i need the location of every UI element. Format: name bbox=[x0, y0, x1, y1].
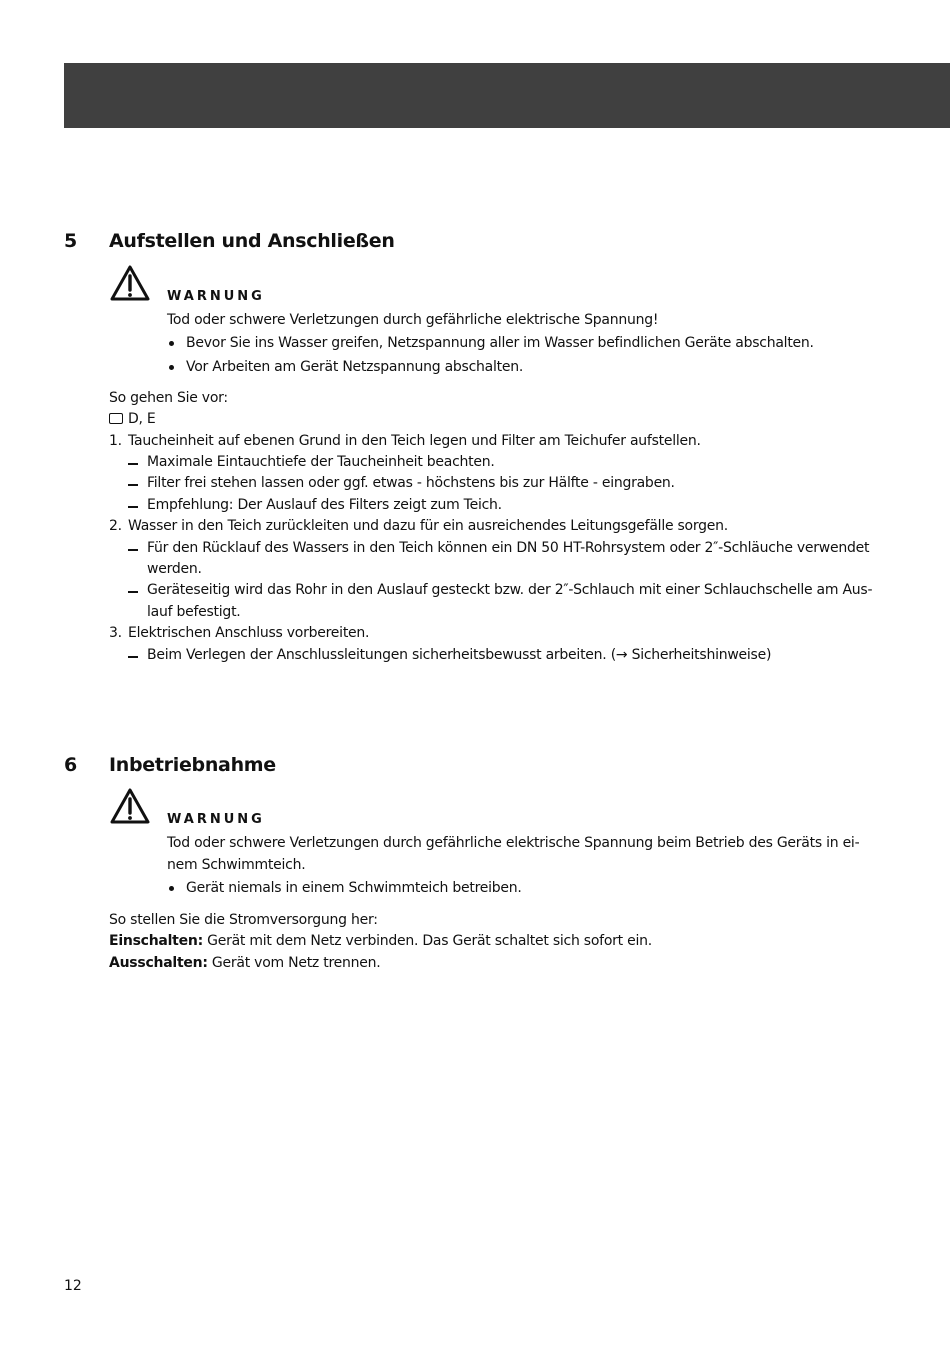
section-5-number: 5 bbox=[64, 230, 78, 252]
step-1-sub-2: Filter frei stehen lassen oder ggf. etwas - höchstens bis zur Hälfte - eingraben. bbox=[147, 475, 675, 491]
dash-marker bbox=[128, 463, 138, 465]
section-5-warning-bullet-2: Vor Arbeiten am Gerät Netzspannung abschalten. bbox=[186, 359, 524, 375]
warning-triangle-icon bbox=[110, 788, 150, 824]
figure-reference bbox=[109, 409, 156, 430]
switch-on-text: Gerät mit dem Netz verbinden. Das Gerät schaltet sich sofort ein. bbox=[202, 933, 652, 949]
section-6-title: Inbetriebnahme bbox=[109, 754, 276, 776]
step-1-sub-3: Empfehlung: Der Auslauf des Filters zeigt zum Teich. bbox=[147, 497, 502, 513]
step-2-sub-1-line-2: werden. bbox=[147, 561, 202, 577]
step-2-sub-1-line-1: Für den Rücklauf des Wassers in den Teich können ein DN 50 HT-Rohrsystem oder 2″-Schläuche verwendet bbox=[147, 540, 870, 556]
dash-marker bbox=[128, 656, 138, 658]
step-3-number: 3. bbox=[109, 625, 122, 641]
step-3-text: Elektrischen Anschluss vorbereiten. bbox=[128, 625, 370, 641]
section-5-intro: So gehen Sie vor: bbox=[109, 390, 228, 406]
dash-marker bbox=[128, 591, 138, 593]
dash-marker bbox=[128, 484, 138, 486]
bullet-dot bbox=[169, 886, 174, 891]
step-2-sub-2-line-2: lauf befestigt. bbox=[147, 604, 241, 620]
switch-off-instruction bbox=[109, 953, 380, 974]
bullet-dot bbox=[169, 341, 174, 346]
step-1-text: Taucheinheit auf ebenen Grund in den Teich legen und Filter am Teichufer aufstellen. bbox=[128, 433, 701, 449]
step-3-sub-1: Beim Verlegen der Anschlussleitungen sicherheitsbewusst arbeiten. (→ Sicherheitshinweise) bbox=[147, 647, 772, 663]
section-6-number: 6 bbox=[64, 754, 78, 776]
step-1-sub-1: Maximale Eintauchtiefe der Taucheinheit beachten. bbox=[147, 454, 495, 470]
warning-triangle-icon bbox=[110, 265, 150, 301]
switch-off-text: Gerät vom Netz trennen. bbox=[207, 955, 381, 971]
section-5-warning-label: WARNUNG bbox=[167, 289, 265, 304]
section-6-warning-bullet-1: Gerät niemals in einem Schwimmteich betreiben. bbox=[186, 880, 522, 896]
section-6-intro: So stellen Sie die Stromversorgung her: bbox=[109, 912, 378, 928]
figure-reference-text: D, E bbox=[128, 411, 156, 427]
page-number: 12 bbox=[64, 1278, 82, 1294]
switch-off-label: Ausschalten: bbox=[109, 955, 208, 971]
switch-on-instruction bbox=[109, 931, 652, 952]
dash-marker bbox=[128, 549, 138, 551]
section-6-warning-text-line-2: nem Schwimmteich. bbox=[167, 857, 306, 873]
section-5-warning-text: Tod oder schwere Verletzungen durch gefährliche elektrische Spannung! bbox=[167, 312, 659, 328]
section-6-warning-text-line-1: Tod oder schwere Verletzungen durch gefährliche elektrische Spannung beim Betrieb des Geräts in ei- bbox=[167, 835, 860, 851]
bullet-dot bbox=[169, 365, 174, 370]
section-5-title: Aufstellen und Anschließen bbox=[109, 230, 395, 252]
figure-reference-icon bbox=[109, 413, 123, 424]
step-1-number: 1. bbox=[109, 433, 122, 449]
dash-marker bbox=[128, 506, 138, 508]
step-2-number: 2. bbox=[109, 518, 122, 534]
section-6-warning-label: WARNUNG bbox=[167, 812, 265, 827]
step-2-sub-2-line-1: Geräteseitig wird das Rohr in den Auslauf gesteckt bzw. der 2″-Schlauch mit einer Schlauchschelle am Aus- bbox=[147, 582, 873, 598]
step-2-text: Wasser in den Teich zurückleiten und dazu für ein ausreichendes Leitungsgefälle sorgen. bbox=[128, 518, 728, 534]
switch-on-label: Einschalten: bbox=[109, 933, 203, 949]
header-bar bbox=[64, 63, 950, 128]
section-5-warning-bullet-1: Bevor Sie ins Wasser greifen, Netzspannung aller im Wasser befindlichen Geräte abschalten. bbox=[186, 335, 814, 351]
